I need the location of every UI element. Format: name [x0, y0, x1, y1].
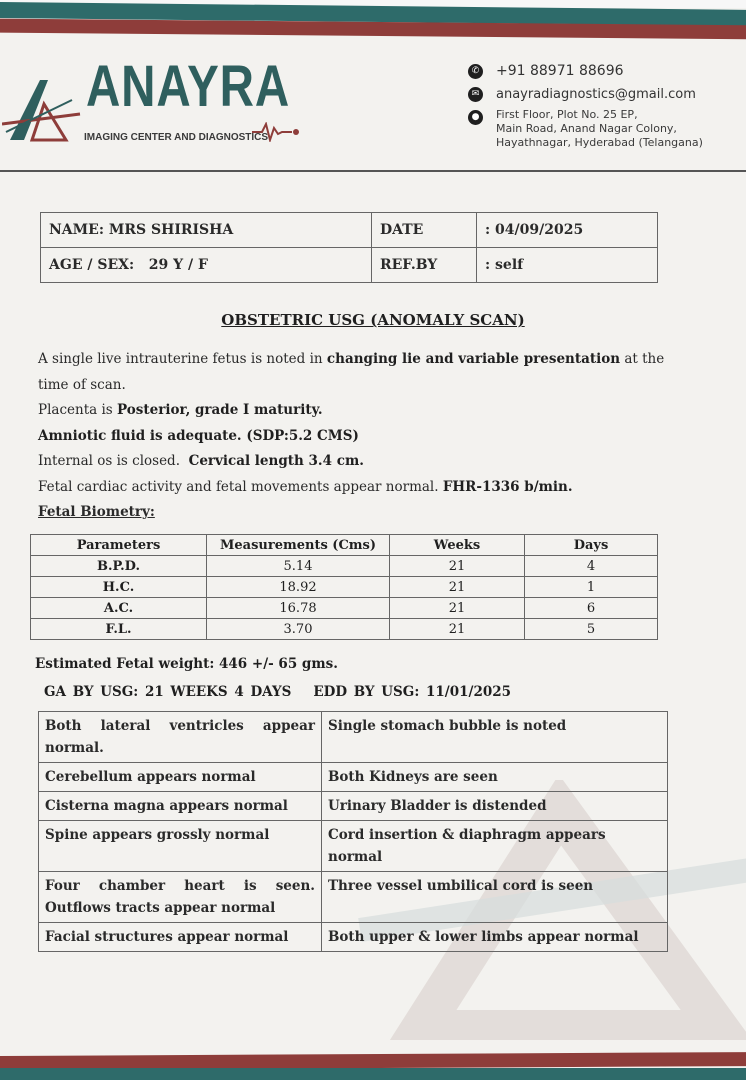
table-row: Both lateral ventricles appear normal. Single stomach bubble is noted: [39, 712, 668, 763]
date-label: DATE: [372, 213, 477, 248]
top-decorative-band: [0, 0, 746, 52]
finding-presentation: A single live intrauterine fetus is noted in changing lie and variable presentation at the time of scan.: [38, 351, 665, 393]
finding-cardiac: Fetal cardiac activity and fetal movements appear normal. FHR-1336 b/min.: [38, 478, 573, 495]
phone-icon: ✆: [468, 64, 483, 79]
table-row: Cerebellum appears normal Both Kidneys are seen: [39, 763, 668, 792]
table-row: H.C. 18.92 21 1: [31, 577, 658, 598]
biometry-table: [30, 534, 658, 640]
anayra-logo-icon: [2, 74, 86, 144]
finding-placenta: Placenta is Posterior, grade I maturity.: [38, 402, 323, 418]
biometry-heading: Fetal Biometry:: [38, 504, 155, 520]
table-row: Four chamber heart is seen. Outflows tracts appear normal Three vessel umbilical cord is seen: [39, 872, 668, 923]
patient-name: NAME: MRS SHIRISHA: [41, 213, 372, 248]
patient-info-table: [40, 212, 658, 283]
biometry-header-row: [31, 535, 658, 556]
gestational-age: GA BY USG: 21 WEEKS 4 DAYS: [44, 684, 292, 700]
report-title: OBSTETRIC USG (ANOMALY SCAN): [221, 311, 525, 329]
table-row: B.P.D. 5.14 21 4: [31, 556, 658, 577]
col-weeks: Weeks: [390, 535, 525, 556]
address-line-1: First Floor, Plot No. 25 EP,: [496, 108, 638, 121]
table-row: Cisterna magna appears normal Urinary Bladder is distended: [39, 792, 668, 821]
estimated-fetal-weight: Estimated Fetal weight: 446 +/- 65 gms.: [35, 656, 338, 672]
age-sex-value: 29 Y / F: [148, 257, 208, 273]
pulse-line-icon: [252, 122, 302, 142]
col-measurements: Measurements (Cms): [207, 535, 390, 556]
brand-tagline: IMAGING CENTER AND DIAGNOSTICS: [84, 132, 269, 143]
report-body: [38, 347, 668, 526]
email-icon: ✉: [468, 87, 483, 102]
location-pin-icon: ●: [468, 110, 483, 125]
brand-name: ANAYRA: [86, 54, 291, 119]
date-value: : 04/09/2025: [477, 213, 658, 248]
table-row: Facial structures appear normal Both upper & lower limbs appear normal: [39, 923, 668, 952]
age-sex-cell: [41, 248, 372, 283]
expected-delivery-date: EDD BY USG: 11/01/2025: [313, 684, 512, 700]
header-divider: [0, 170, 746, 172]
ga-edd-line: [44, 684, 533, 700]
ref-by-label: REF.BY: [372, 248, 477, 283]
col-parameters: Parameters: [31, 535, 207, 556]
email-address: anayradiagnostics@gmail.com: [496, 87, 696, 102]
contact-block: [468, 62, 703, 154]
table-row: F.L. 3.70 21 5: [31, 619, 658, 640]
table-row: Spine appears grossly normal Cord insertion & diaphragm appears normal: [39, 821, 668, 872]
age-sex-label: AGE / SEX:: [49, 257, 135, 273]
phone-number: +91 88971 88696: [496, 63, 624, 79]
finding-amniotic-fluid: Amniotic fluid is adequate. (SDP:5.2 CMS): [38, 427, 359, 444]
ref-by-value: : self: [477, 248, 658, 283]
address-line-3: Hayathnagar, Hyderabad (Telangana): [496, 136, 703, 149]
finding-cervix: Internal os is closed. Cervical length 3.4 cm.: [38, 453, 364, 469]
bottom-decorative-band: [0, 1050, 746, 1080]
anomaly-findings-table: [38, 711, 668, 952]
table-row: A.C. 16.78 21 6: [31, 598, 658, 619]
col-days: Days: [525, 535, 658, 556]
address-line-2: Main Road, Anand Nagar Colony,: [496, 122, 677, 135]
letterhead: [0, 52, 746, 174]
